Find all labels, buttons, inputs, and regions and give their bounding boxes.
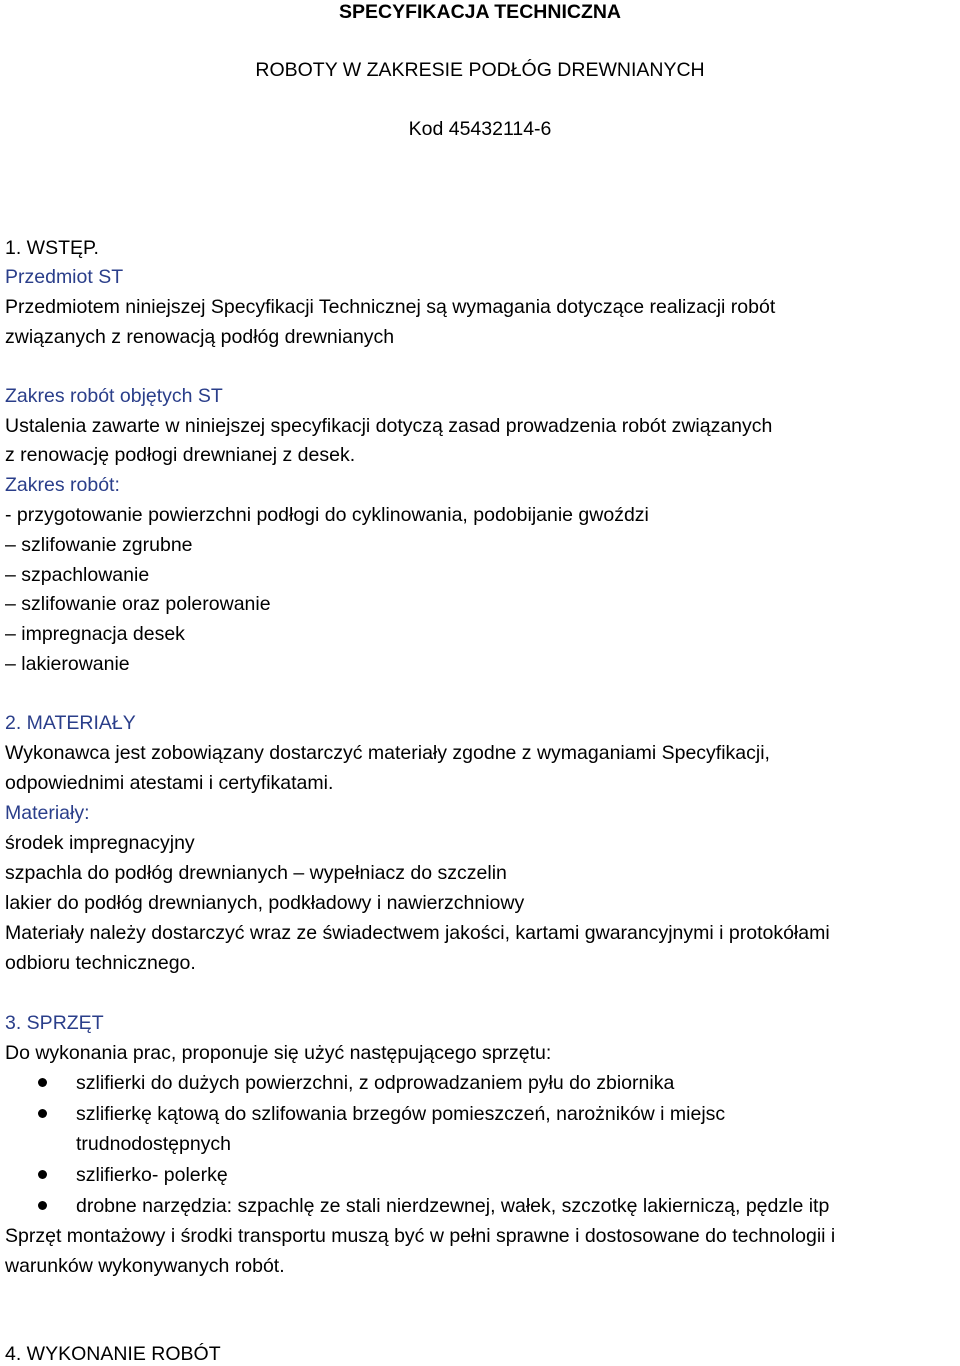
equipment-item-continuation: trudnodostępnych — [76, 1133, 232, 1155]
section-1-heading: 1. WSTĘP. — [5, 237, 99, 259]
bullet-icon — [38, 1109, 47, 1118]
works-item: – szlifowanie zgrubne — [5, 534, 193, 556]
equipment-item: szlifierkę kątową do szlifowania brzegów pomieszczeń, narożników i miejsc — [76, 1103, 726, 1125]
subject-heading: Przedmiot ST — [5, 266, 124, 288]
works-item: - przygotowanie powierzchni podłogi do cyklinowania, podobijanie gwoździ — [5, 504, 649, 526]
scope-text-line-2: z renowację podłogi drewnianej z desek. — [5, 444, 356, 466]
materials-heading: Materiały: — [5, 802, 90, 824]
materials-intro-line-1: Wykonawca jest zobowiązany dostarczyć materiały zgodne z wymaganiami Specyfikacji, — [5, 742, 770, 764]
scope-heading: Zakres robót objętych ST — [5, 385, 223, 407]
equipment-intro: Do wykonania prac, proponuje się użyć następującego sprzętu: — [5, 1042, 552, 1064]
equipment-item: szlifierko- polerkę — [76, 1164, 228, 1186]
document-code: Kod 45432114-6 — [408, 118, 552, 140]
works-item: – impregnacja desek — [5, 623, 185, 645]
equipment-closing-line-2: warunków wykonywanych robót. — [5, 1255, 285, 1277]
document-title: SPECYFIKACJA TECHNICZNA — [338, 1, 622, 23]
materials-delivery-line-1: Materiały należy dostarczyć wraz ze świadectwem jakości, kartami gwarancyjnymi i protokółami — [5, 922, 830, 944]
equipment-item: szlifierki do dużych powierzchni, z odprowadzaniem pyłu do zbiornika — [76, 1072, 675, 1094]
works-heading: Zakres robót: — [5, 474, 120, 496]
materials-item: środek impregnacyjny — [5, 832, 195, 854]
subject-text-line-2: związanych z renowacją podłóg drewnianych — [5, 326, 395, 348]
scope-text-line-1: Ustalenia zawarte w niniejszej specyfikacji dotyczą zasad prowadzenia robót związanych — [5, 415, 773, 437]
materials-intro-line-2: odpowiednimi atestami i certyfikatami. — [5, 772, 334, 794]
section-3-heading: 3. SPRZĘT — [5, 1012, 104, 1034]
materials-item: lakier do podłóg drewnianych, podkładowy i nawierzchniowy — [5, 892, 525, 914]
bullet-icon — [38, 1170, 47, 1179]
equipment-closing-line-1: Sprzęt montażowy i środki transportu muszą być w pełni sprawne i dostosowane do technologii i — [5, 1225, 836, 1247]
subject-text-line-1: Przedmiotem niniejszej Specyfikacji Technicznej są wymagania dotyczące realizacji robót — [5, 296, 776, 318]
equipment-item: drobne narzędzia: szpachlę ze stali nierdzewnej, wałek, szczotkę lakierniczą, pędzle itp — [76, 1195, 830, 1217]
works-item: – szlifowanie oraz polerowanie — [5, 593, 271, 615]
document-subtitle: ROBOTY W ZAKRESIE PODŁÓG DREWNIANYCH — [255, 59, 705, 81]
works-item: – szpachlowanie — [5, 564, 150, 586]
works-item: – lakierowanie — [5, 653, 130, 675]
section-2-heading: 2. MATERIAŁY — [5, 712, 136, 734]
materials-item: szpachla do podłóg drewnianych – wypełniacz do szczelin — [5, 862, 507, 884]
bullet-icon — [38, 1078, 47, 1087]
section-4-heading: 4. WYKONANIE ROBÓT — [5, 1343, 221, 1365]
materials-delivery-line-2: odbioru technicznego. — [5, 952, 196, 974]
bullet-icon — [38, 1201, 47, 1210]
